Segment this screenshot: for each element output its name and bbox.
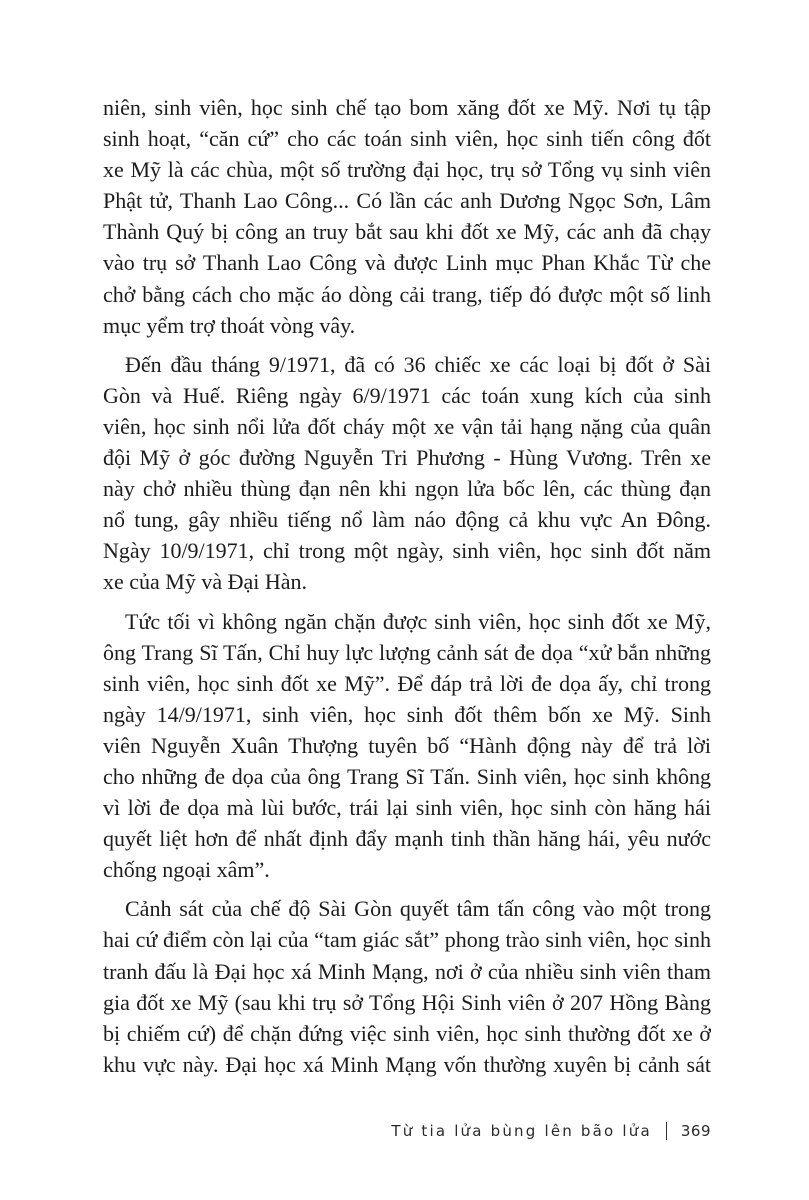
text-line: sinh hoạt, “căn cứ” cho các toán sinh viên, học sinh tiến công đốt <box>103 126 711 152</box>
text-line: xe của Mỹ và Đại Hàn. <box>103 569 308 595</box>
text-line: niên, sinh viên, học sinh chế tạo bom xăng đốt xe Mỹ. Nơi tụ tập <box>103 95 711 120</box>
text-line: tranh đấu là Đại học xá Minh Mạng, nơi ở của nhiều sinh viên tham <box>103 958 711 984</box>
text-line: chở bằng cách cho mặc áo dòng cải trang, tiếp đó được một số linh <box>103 281 711 307</box>
text-line: khu vực này. Đại học xá Minh Mạng vốn thường xuyên bị cảnh sát <box>103 1051 711 1077</box>
text-line: chống ngoại xâm”. <box>103 857 270 883</box>
text-line: sinh viên, học sinh đốt xe Mỹ”. Để đáp trả lời đe dọa ấy, chỉ trong <box>103 670 711 696</box>
paragraph <box>103 92 711 341</box>
text-line: nổ tung, gây nhiều tiếng nổ làm náo động cả khu vực An Đông. <box>103 507 711 533</box>
text-line: hai cứ điểm còn lại của “tam giác sắt” phong trào sinh viên, học sinh <box>103 927 711 953</box>
paragraph <box>103 606 711 886</box>
text-line: đội Mỹ ở góc đường Nguyễn Tri Phương - Hùng Vương. Trên xe <box>103 445 711 471</box>
text-line: vì lời đe dọa mà lùi bước, trái lại sinh viên, học sinh còn hăng hái <box>103 795 711 821</box>
text-line: mục yểm trợ thoát vòng vây. <box>103 312 356 338</box>
paragraph-spacing <box>103 341 711 349</box>
text-line: xe Mỹ là các chùa, một số trường đại học, trụ sở Tổng vụ sinh viên <box>103 157 711 183</box>
text-line: viên, học sinh nổi lửa đốt cháy một xe vận tải hạng nặng của quân <box>103 413 711 439</box>
text-line: Thành Quý bị công an truy bắt sau khi đốt xe Mỹ, các anh đã chạy <box>103 219 711 245</box>
text-line: Tức tối vì không ngăn chặn được sinh viên, học sinh đốt xe Mỹ, <box>125 608 711 634</box>
text-line: gia đốt xe Mỹ (sau khi trụ sở Tổng Hội Sinh viên ở 207 Hồng Bàng <box>103 989 711 1015</box>
text-line: Đến đầu tháng 9/1971, đã có 36 chiếc xe các loại bị đốt ở Sài <box>125 351 711 377</box>
text-line: ngày 14/9/1971, sinh viên, học sinh đốt thêm bốn xe Mỹ. Sinh <box>103 701 711 727</box>
text-line: cho những đe dọa của ông Trang Sĩ Tấn. Sinh viên, học sinh không <box>103 763 711 789</box>
page-number: 369 <box>680 1122 711 1140</box>
paragraph-spacing <box>103 598 711 606</box>
page-footer <box>380 1117 711 1145</box>
text-line: Gòn và Huế. Riêng ngày 6/9/1971 các toán xung kích của sinh <box>103 382 711 408</box>
text-line: viên Nguyễn Xuân Thượng tuyên bố “Hành động này để trả lời <box>103 732 711 758</box>
text-line: bị chiếm cứ) để chặn đứng việc sinh viên, học sinh thường đốt xe ở <box>103 1020 711 1046</box>
text-line: Phật tử, Thanh Lao Công... Có lần các anh Dương Ngọc Sơn, Lâm <box>103 188 711 214</box>
body-text <box>103 92 711 1080</box>
paragraph <box>103 349 711 598</box>
text-line: Ngày 10/9/1971, chỉ trong một ngày, sinh viên, học sinh đốt năm <box>103 538 711 564</box>
footer-divider <box>666 1122 667 1140</box>
running-title: Từ tia lửa bùng lên bão lửa <box>391 1122 652 1140</box>
text-line: Cảnh sát của chế độ Sài Gòn quyết tâm tấn công vào một trong <box>125 896 711 922</box>
paragraph-spacing <box>103 885 711 893</box>
text-line: quyết liệt hơn để nhất định đẩy mạnh tinh thần hăng hái, yêu nước <box>103 826 711 852</box>
text-line: vào trụ sở Thanh Lao Công và được Linh mục Phan Khắc Từ che <box>103 250 711 276</box>
text-line: này chở nhiều thùng đạn nên khi ngọn lửa bốc lên, các thùng đạn <box>103 476 711 502</box>
text-line: ông Trang Sĩ Tấn, Chỉ huy lực lượng cảnh sát đe dọa “xử bắn những <box>103 639 711 665</box>
paragraph <box>103 893 711 1080</box>
